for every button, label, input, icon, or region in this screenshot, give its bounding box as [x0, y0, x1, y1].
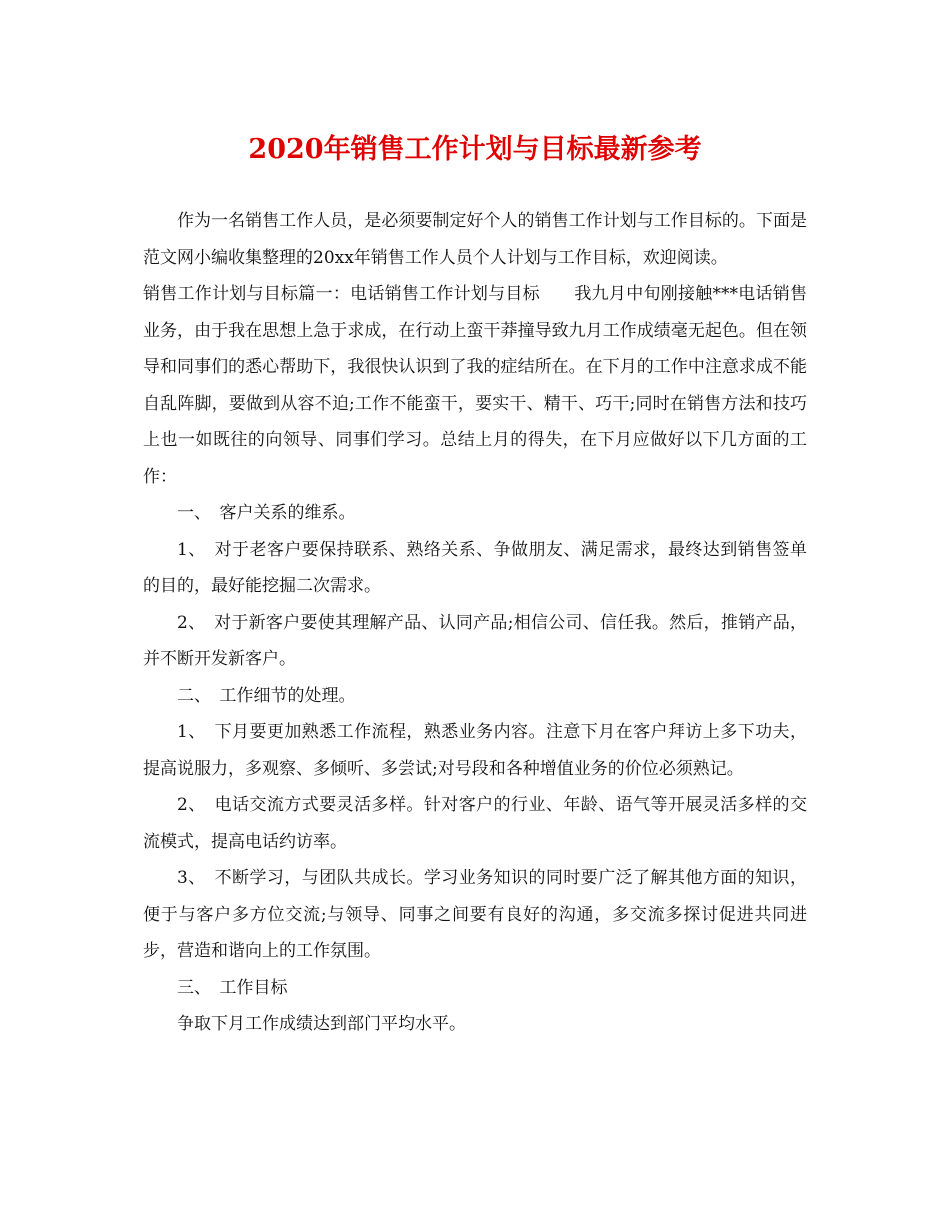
paragraph-intro: 作为一名销售工作人员，是必须要制定好个人的销售工作计划与工作目标的。下面是范文网小编收集整理的20xx年销售工作人员个人计划与工作目标，欢迎阅读。 — [143, 211, 807, 268]
section-heading-3: 三、 工作目标 — [177, 977, 288, 998]
paragraph-part-one: 销售工作计划与目标篇一：电话销售工作计划与目标 我九月中旬刚接触***电话销售业务，由于我在思想上急于求成，在行动上蛮干莽撞导致九月工作成绩毫无起色。但在领导和同事们的悉心帮助下，我很快认识到了我的症结所在。在下月的工作中注意求成不能自乱阵脚，要做到从容不迫;工作不能蛮干，要实干、精干、巧干;同时在销售方法和技巧上也一如既往的向领导、同事们学习。总结上月的得失，在下月应做好以下几方面的工作： — [143, 284, 807, 487]
list-item: 2、 对于新客户要使其理解产品、认同产品;相信公司、信任我。然后，推销产品，并不断开发新客户。 — [143, 612, 807, 669]
list-item: 3、 不断学习，与团队共成长。学习业务知识的同时要广泛了解其他方面的知识，便于与客户多方位交流;与领导、同事之间要有良好的沟通，多交流多探讨促进共同进步，营造和谐向上的工作氛围。 — [143, 868, 807, 961]
paragraph-goal: 争取下月工作成绩达到部门平均水平。 — [177, 1014, 466, 1034]
document-body — [143, 203, 807, 1043]
list-item: 2、 电话交流方式要灵活多样。针对客户的行业、年龄、语气等开展灵活多样的交流模式，提高电话约访率。 — [143, 795, 807, 852]
list-item: 1、 对于老客户要保持联系、熟络关系、争做朋友、满足需求，最终达到销售签单的目的，最好能挖掘二次需求。 — [143, 539, 807, 596]
section-heading-2: 二、 工作细节的处理。 — [177, 685, 356, 706]
list-item: 1、 下月要更加熟悉工作流程，熟悉业务内容。注意下月在客户拜访上多下功夫，提高说服力，多观察、多倾听、多尝试;对号段和各种增值业务的价位必须熟记。 — [143, 722, 807, 779]
document-title: 2020年销售工作计划与目标最新参考 — [248, 134, 702, 165]
section-heading-1: 一、 客户关系的维系。 — [177, 503, 356, 523]
